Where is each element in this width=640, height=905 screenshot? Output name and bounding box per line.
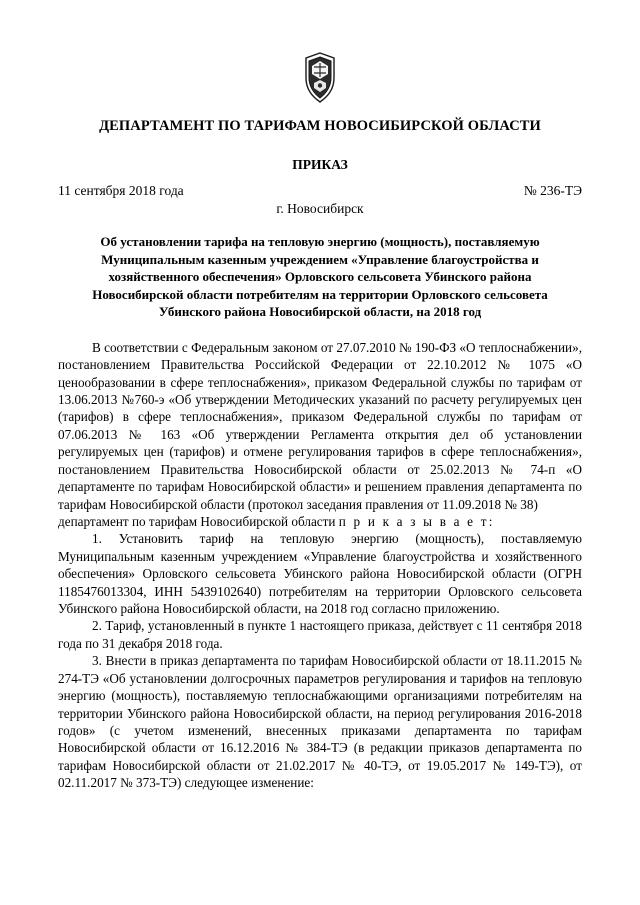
document-city: г. Новосибирск [276,201,364,216]
paragraph-item-2: 2. Тариф, установленный в пункте 1 настоящего приказа, действует с 11 сентября 2018 года по 31 декабря 2018 года. [58,618,582,651]
paragraph-preamble: В соответствии с Федеральным законом от 27.07.2010 № 190-ФЗ «О теплоснабжении», постановлением Правительства Российской Федерации от 22.10.2012 № 1075 «О ценообразовании в сфере теплоснабжения», приказом Федеральной службы по тарифам от 13.06.2013 №760-э «Об утверждении Методических указаний по расчету регулируемых цен (тарифов) в сфере теплоснабжения», приказом Федеральной службы по тарифам от 07.06.2013 № 163 «Об утверждении Регламента открытия дел об установлении регулируемых цен (тарифов) и отмене регулирования тарифов в сфере теплоснабжения», постановлением Правительства Новосибирской области от 25.02.2013 № 74-п «О департаменте по тарифам Новосибирской области» и решением правления департамента по тарифам Новосибирской области (протокол заседания правления от 11.09.2018 № 38) [58,339,582,512]
document-meta [58,183,582,199]
order-line-keyword: п р и к а з ы в а е т [338,513,489,529]
paragraph-item-3: 3. Внести в приказ департамента по тарифам Новосибирской области от 18.11.2015 № 274-ТЭ «Об установлении долгосрочных параметров регулирования и тарифов на тепловую энергию (мощность), поставляемую теплоснабжающими организациями потребителям на территории Убинского района Новосибирской области, на период регулирования 2016-2018 годов» (с учетом изменений, внесенных приказами департамента по тарифам Новосибирской области от 16.12.2016 № 384-ТЭ (в редакции приказов департамента по тарифам Новосибирской области от 21.02.2017 № 40-ТЭ, от 19.05.2017 № 149-ТЭ), от 02.11.2017 № 373-ТЭ) следующее изменение: [58,653,582,791]
order-line [58,513,582,530]
order-line-prefix: департамент по тарифам Новосибирской области [58,513,336,529]
coat-of-arms-icon [58,52,582,104]
page-title: ДЕПАРТАМЕНТ ПО ТАРИФАМ НОВОСИБИРСКОЙ ОБЛАСТИ [99,118,541,134]
paragraph-item-1: 1. Установить тариф на тепловую энергию (мощность), поставляемую Муниципальным казенным учреждением «Управление благоустройства и хозяйственного обеспечения» Орловского сельсовета Убинского района Новосибирской области (ОГРН 1185476013304, ИНН 5439102640) потребителям на территории Орловского сельсовета Убинского района Новосибирской области, на 2018 год согласно приложению. [58,531,582,617]
document-date: 11 сентября 2018 года [58,183,184,198]
document-type: ПРИКАЗ [292,157,348,172]
document-subject: Об установлении тарифа на тепловую энергию (мощность), поставляемую Муниципальным казенным учреждением «Управление благоустройства и хозяйственного обеспечения» Орловского сельсовета Убинского района Новосибирской области потребителям на территории Орловского сельсовета Убинского района Новосибирской области, на 2018 год [92,234,548,320]
document-number: № 236-ТЭ [523,183,582,198]
document-body [58,339,582,792]
order-line-suffix: : [488,513,493,529]
